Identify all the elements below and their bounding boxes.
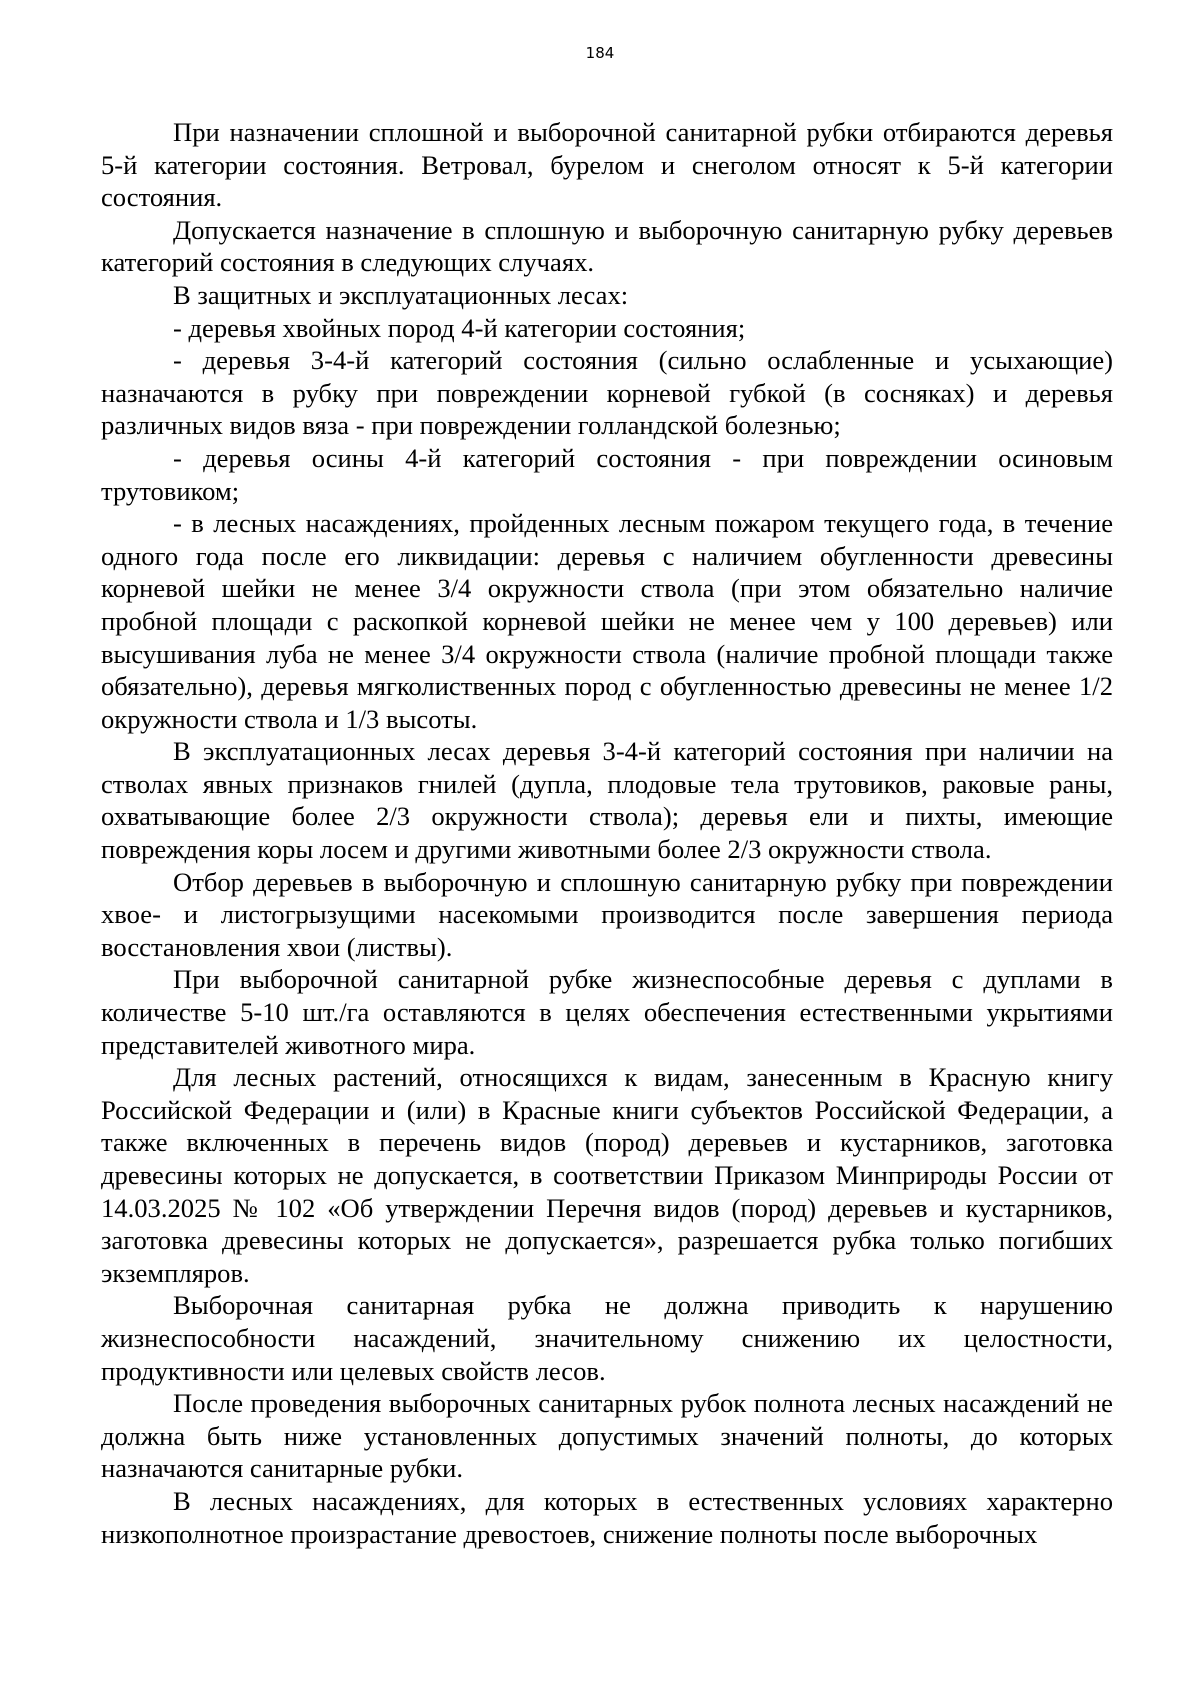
- list-item: - деревья осины 4-й категорий состояния - при повреждении осиновым трутовиком;: [101, 442, 1113, 506]
- paragraph: В лесных насаждениях, для которых в естественных условиях характерно низкополнотное произрастание древостоев, снижение полноты после выборочных: [101, 1485, 1113, 1549]
- paragraph: При назначении сплошной и выборочной санитарной рубки отбираются деревья 5-й категории состояния. Ветровал, бурелом и снеголом относят к 5-й категории состояния.: [101, 117, 1113, 213]
- page-number: 184: [585, 44, 615, 62]
- list-item: - деревья 3-4-й категорий состояния (сильно ослабленные и усыхающие) назначаются в рубку при повреждении корневой губкой (в сосняках) и деревья различных видов вяза - при повреждении голландской болезнью;: [101, 345, 1113, 441]
- document-body: [101, 116, 1113, 1550]
- paragraph: После проведения выборочных санитарных рубок полнота лесных насаждений не должна быть ниже установленных допустимых значений полноты, до которых назначаются санитарные рубки.: [101, 1388, 1113, 1484]
- paragraph: Допускается назначение в сплошную и выборочную санитарную рубку деревьев категорий состояния в следующих случаях.: [101, 214, 1113, 278]
- paragraph: Для лесных растений, относящихся к видам, занесенным в Красную книгу Российской Федерации и (или) в Красные книги субъектов Российской Федерации, а также включенных в перечень видов (пород) деревьев и кустарников, заготовка древесины которых не допускается, в соответствии Приказом Минприроды России от 14.03.2025 № 102 «Об утверждении Перечня видов (пород) деревьев и кустарников, заготовка древесины которых не допускается», разрешается рубка только погибших экземпляров.: [101, 1062, 1113, 1288]
- paragraph: В эксплуатационных лесах деревья 3-4-й категорий состояния при наличии на стволах явных признаков гнилей (дупла, плодовые тела трутовиков, раковые раны, охватывающие более 2/3 окружности ствола); деревья ели и пихты, имеющие повреждения коры лосем и другими животными более 2/3 окружности ствола.: [101, 736, 1113, 865]
- list-item: - деревья хвойных пород 4-й категории состояния;: [173, 312, 746, 343]
- paragraph: Выборочная санитарная рубка не должна приводить к нарушению жизнеспособности насаждений, значительному снижению их целостности, продуктивности или целевых свойств лесов.: [101, 1290, 1113, 1386]
- paragraph: В защитных и эксплуатационных лесах:: [173, 279, 629, 310]
- paragraph: Отбор деревьев в выборочную и сплошную санитарную рубку при повреждении хвое- и листогрызущими насекомыми производится после завершения периода восстановления хвои (листвы).: [101, 866, 1113, 962]
- paragraph: При выборочной санитарной рубке жизнеспособные деревья с дуплами в количестве 5-10 шт./га оставляются в целях обеспечения естественными укрытиями представителей животного мира.: [101, 964, 1113, 1060]
- list-item: - в лесных насаждениях, пройденных лесным пожаром текущего года, в течение одного года после его ликвидации: деревья с наличием обугленности древесины корневой шейки не менее 3/4 окружности ствола (при этом обязательно наличие пробной площади с раскопкой корневой шейки не менее чем у 100 деревьев) или высушивания луба не менее 3/4 окружности ствола (наличие пробной площади также обязательно), деревья мягколиственных пород с обугленностью древесины не менее 1/2 окружности ствола и 1/3 высоты.: [101, 508, 1113, 734]
